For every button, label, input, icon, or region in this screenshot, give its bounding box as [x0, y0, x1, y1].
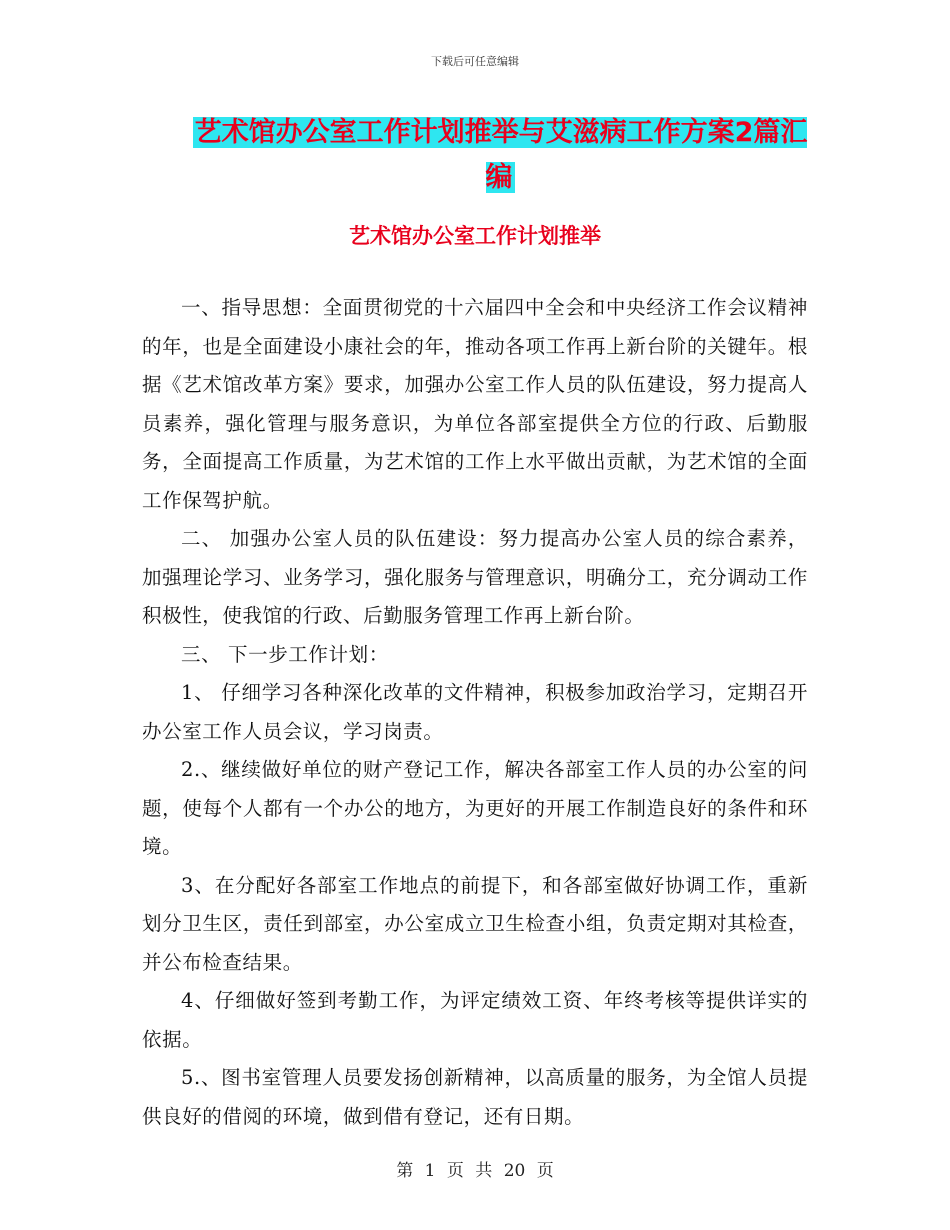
header-note: 下载后可任意编辑 [431, 55, 519, 68]
page-footer: 第 1 页 共 20 页 [396, 1161, 554, 1181]
paragraph-item-4: 4、仔细做好签到考勤工作，为评定绩效工资、年终考核等提供详实的依据。 [142, 989, 808, 1051]
paragraph-item-5: 5.、图书室管理人员要发扬创新精神，以高质量的服务，为全馆人员提供良好的借阅的环境，做到借有登记，还有日期。 [142, 1066, 808, 1128]
section-title: 艺术馆办公室工作计划推举 [349, 224, 601, 248]
paragraph-next-plan-heading: 三、 下一步工作计划： [181, 642, 389, 666]
document-body [142, 289, 808, 1136]
paragraph-item-2: 2.、继续做好单位的财产登记工作，解决各部室工作人员的办公室的问题，使每个人都有一个办公的地方，为更好的开展工作制造良好的条件和环境。 [142, 758, 808, 858]
paragraph-team-building: 二、 加强办公室人员的队伍建设：努力提高办公室人员的综合素养，加强理论学习、业务学习，强化服务与管理意识，明确分工，充分调动工作积极性，使我馆的行政、后勤服务管理工作再上新台阶。 [142, 527, 808, 627]
document-title-text: 艺术馆办公室工作计划推举与艾滋病工作方案2篇汇编 [194, 117, 808, 193]
paragraph-item-3: 3、在分配好各部室工作地点的前提下，和各部室做好协调工作，重新划分卫生区，责任到部室，办公室成立卫生检查小组，负责定期对其检查，并公布检查结果。 [142, 873, 808, 974]
paragraph-item-1: 1、 仔细学习各种深化改革的文件精神，积极参加政治学习，定期召开办公室工作人员会议，学习岗责。 [142, 681, 808, 743]
paragraph-guiding-ideology: 一、指导思想：全面贯彻党的十六届四中全会和中央经济工作会议精神的年，也是全面建设小康社会的年，推动各项工作再上新台阶的关键年。根据《艺术馆改革方案》要求，加强办公室工作人员的队伍建设，努力提高人员素养，强化管理与服务意识，为单位各部室提供全方位的行政、后勤服务，全面提高工作质量，为艺术馆的工作上水平做出贡献，为艺术馆的全面工作保驾护航。 [142, 296, 808, 512]
document-title [190, 110, 810, 200]
